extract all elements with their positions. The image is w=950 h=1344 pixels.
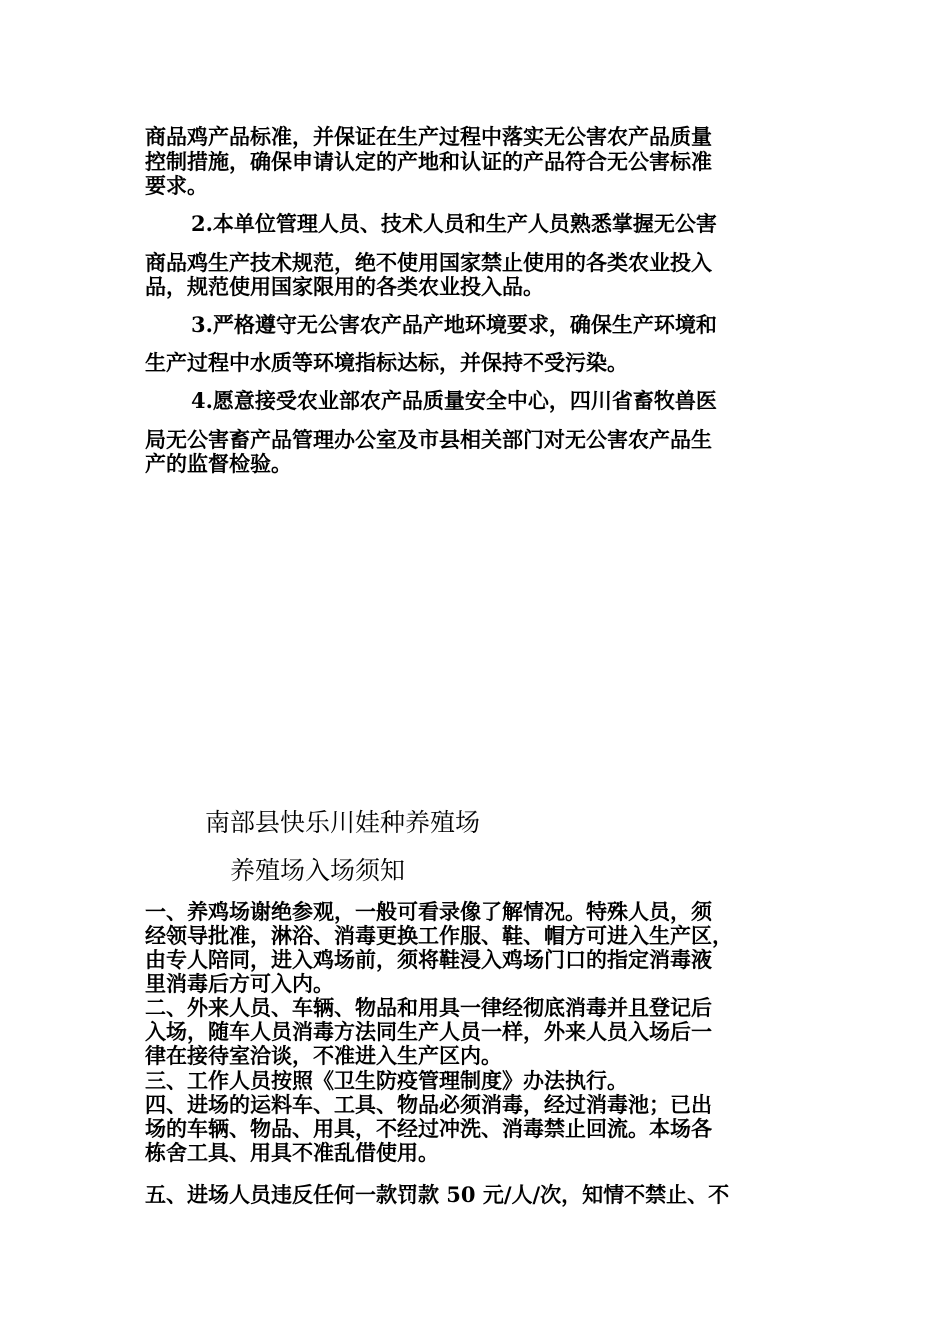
- commitment-text-line: 品，规范使用国家限用的各类农业投入品。: [145, 274, 544, 299]
- notice-rule-2: 二、外来人员、车辆、物品和用具一律经彻底消毒并且登记后: [145, 995, 712, 1020]
- notice-heading: 养殖场入场须知: [230, 856, 406, 885]
- notice-text-line: 里消毒后方可入内。: [145, 971, 334, 996]
- commitment-text-line: 要求。: [145, 173, 208, 198]
- notice-rule-4: 四、进场的运料车、工具、物品必须消毒，经过消毒池；已出: [145, 1092, 712, 1117]
- commitment-item-3: 3.严格遵守无公害农产品产地环境要求，确保生产环境和: [191, 312, 717, 337]
- farm-name-title: 南部县快乐川娃种养殖场: [205, 808, 481, 837]
- commitment-text-line: 控制措施，确保申请认定的产地和认证的产品符合无公害标准: [145, 149, 712, 174]
- notice-rule-1: 一、养鸡场谢绝参观，一般可看录像了解情况。特殊人员，须: [145, 899, 712, 924]
- notice-text-line: 经领导批准，淋浴、消毒更换工作服、鞋、帽方可进入生产区，: [145, 923, 733, 948]
- commitment-item-2: 2.本单位管理人员、技术人员和生产人员熟悉掌握无公害: [191, 211, 717, 236]
- commitment-text-line: 产的监督检验。: [145, 451, 292, 476]
- notice-text-line: 场的车辆、物品、用具，不经过冲洗、消毒禁止回流。本场各: [145, 1116, 712, 1141]
- commitment-item-4: 4.愿意接受农业部农产品质量安全中心，四川省畜牧兽医: [191, 388, 717, 413]
- notice-text-line: 入场，随车人员消毒方法同生产人员一样，外来人员入场后一: [145, 1019, 712, 1044]
- commitment-text-line: 局无公害畜产品管理办公室及市县相关部门对无公害农产品生: [145, 427, 712, 452]
- commitment-text-line: 商品鸡生产技术规范，绝不使用国家禁止使用的各类农业投入: [145, 250, 712, 275]
- notice-text-line: 律在接待室洽谈，不准进入生产区内。: [145, 1043, 502, 1068]
- notice-text-line: 由专人陪同，进入鸡场前，须将鞋浸入鸡场门口的指定消毒液: [145, 947, 712, 972]
- notice-rule-5: 五、进场人员违反任何一款罚款 50 元/人/次，知情不禁止、不: [145, 1182, 730, 1207]
- commitment-text-line: 商品鸡产品标准，并保证在生产过程中落实无公害农产品质量: [145, 124, 712, 149]
- commitment-text-line: 生产过程中水质等环境指标达标，并保持不受污染。: [145, 350, 628, 375]
- notice-rule-3: 三、工作人员按照《卫生防疫管理制度》办法执行。: [145, 1068, 628, 1093]
- notice-text-line: 栋舍工具、用具不准乱借使用。: [145, 1140, 439, 1165]
